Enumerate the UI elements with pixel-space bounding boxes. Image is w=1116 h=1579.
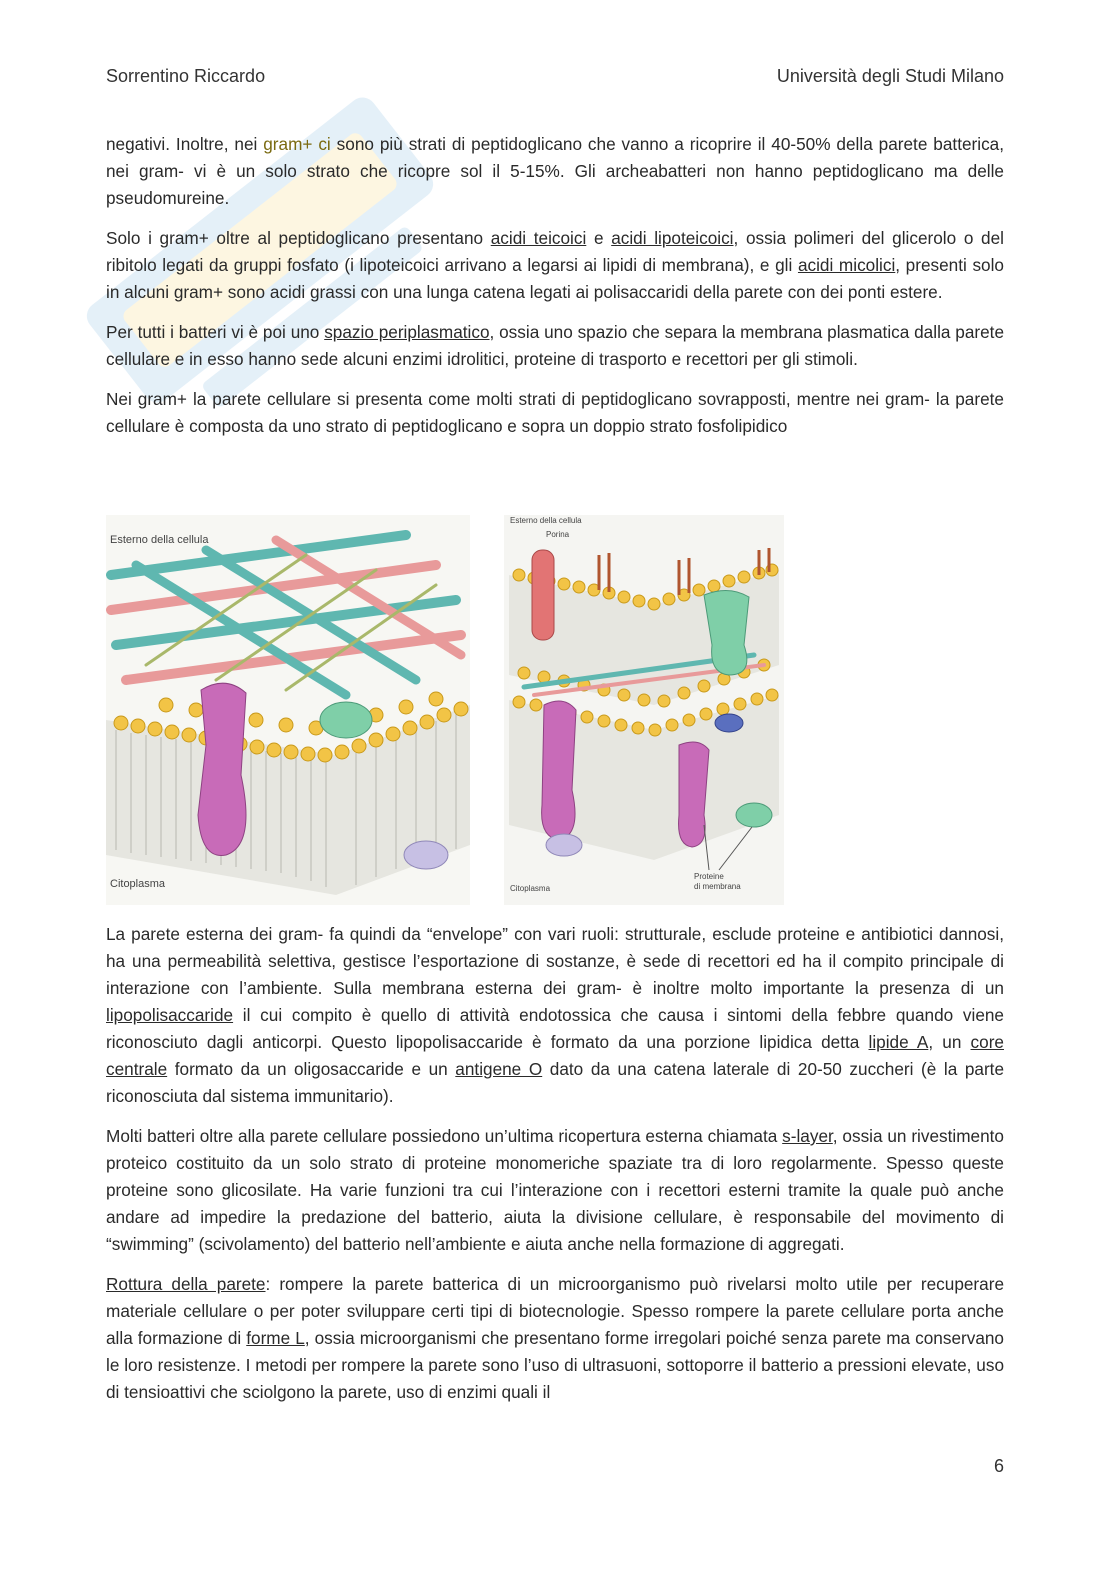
- term-spazio-periplasmatico: spazio periplasmatico: [324, 322, 490, 342]
- text-block-bottom: [106, 921, 1004, 1419]
- highlighted-text: gram+ ci: [263, 134, 331, 154]
- term-forme-l: forme L: [246, 1328, 305, 1348]
- term-lipide-a: lipide A: [868, 1032, 929, 1052]
- figure-gram-negative: [504, 515, 784, 905]
- figure-gram-positive: [106, 515, 470, 905]
- text-run: Molti batteri oltre alla parete cellulare possiedono un’ultima ricopertura esterna chiamata: [106, 1126, 783, 1146]
- term-acidi-lipoteicoici: acidi lipoteicoici: [611, 228, 734, 248]
- paragraph-2: [106, 225, 1004, 306]
- header-author: Sorrentino Riccardo: [106, 66, 266, 86]
- text-block-top: [106, 131, 1004, 453]
- transmembrane-protein: [198, 683, 246, 855]
- term-lipopolisaccaride: lipopolisaccaride: [106, 1005, 234, 1025]
- text-run: , ossia un rivestimento proteico costituito da un solo strato di proteine monomeriche spaziate tra di loro regolarmente. Spesso queste proteine sono glicosilate. Ha varie funzioni tra cui l’interazione con i recettori esterni tramite la quale può anche andare ad impedire la predazione del batterio, aiuta la divisione cellulare, è responsabile del movimento di “swimming” (scivolamento) del batterio nell’ambiente e aiuta anche nella formazione di aggregati.: [106, 1126, 1004, 1254]
- paragraph-1: [106, 131, 1004, 212]
- paragraph-4: [106, 386, 1004, 440]
- term-acidi-teicoici: acidi teicoici: [490, 228, 587, 248]
- label-membrane-proteins-line2: di membrana: [694, 882, 741, 891]
- periplasmic-protein: [715, 714, 743, 732]
- text-run: , un: [928, 1032, 971, 1052]
- paragraph-7: [106, 1271, 1004, 1406]
- text-run: formato da un oligosaccaride e un: [167, 1059, 456, 1079]
- text-run: sono più strati di peptidoglicano che vanno a ricoprire il 40-50% della parete batterica, nei gram- vi è un solo strato che ricopre sol il 5-15%. Gli archeabatteri non hanno peptidoglicano ma delle pseudomureine.: [106, 134, 1004, 208]
- text-run: il cui compito è quello di attività endotossica che causa i sintomi della febbre quando viene riconosciuto dagli anticorpi. Questo lipopolisaccaride è formato da una porzione lipidica detta: [106, 1005, 1004, 1052]
- label-cytoplasm: Citoplasma: [510, 884, 551, 893]
- text-run: Per tutti i batteri vi è poi uno: [106, 322, 325, 342]
- label-outside-cell: Esterno della cellula: [510, 516, 582, 525]
- term-core-centrale: core centrale: [106, 1032, 1004, 1079]
- text-run: , ossia uno spazio che separa la membrana plasmatica dalla parete cellulare e in esso hanno sede alcuni enzimi idrolitici, proteine di trasporto e recettori per gli stimoli.: [106, 322, 1004, 369]
- page-header: [106, 66, 1004, 92]
- text-run: : rompere la parete batterica di un microorganismo può rivelarsi molto utile per recuperare materiale cellulare o per poter sviluppare certi tipi di biotecnologie. Spesso rompere la parete cellulare porta anche alla formazione di: [106, 1274, 1004, 1348]
- text-run: , ossia polimeri del glicerolo o del ribitolo legati da gruppi fosfato (i lipoteicoici arrivano a legarsi ai lipidi di membrana), e gli: [106, 228, 1004, 275]
- text-run: negativi. Inoltre, nei: [106, 134, 264, 154]
- term-s-layer: s-layer: [782, 1126, 833, 1146]
- text-run: Nei gram+ la parete cellulare si presenta come molti strati di peptidoglicano sovrapposti, mentre nei gram- la parete cellulare è composta da uno strato di peptidoglicano e sopra un doppio strato fosfolipidico: [106, 389, 1004, 436]
- gram-positive-wall-illustration: [106, 515, 470, 905]
- membrane-protein-green: [736, 803, 772, 827]
- term-acidi-micolici: acidi micolici: [797, 255, 896, 275]
- term-rottura-della-parete: Rottura della parete: [106, 1274, 266, 1294]
- text-run: Solo i gram+ oltre al peptidoglicano presentano: [106, 228, 491, 248]
- label-membrane-proteins-line1: Proteine: [694, 872, 724, 881]
- membrane-protein-lilac: [404, 841, 448, 869]
- figure-row: [106, 515, 1004, 905]
- text-run: e: [586, 228, 612, 248]
- inner-transmembrane-protein: [542, 701, 576, 840]
- membrane-protein-lilac: [546, 834, 582, 856]
- label-outside-cell: Esterno della cellula: [110, 534, 209, 546]
- gram-negative-wall-illustration: [504, 515, 784, 905]
- paragraph-3: [106, 319, 1004, 373]
- term-antigene-o: antigene O: [455, 1059, 543, 1079]
- page-number: 6: [993, 1456, 1004, 1476]
- label-porin: Porina: [546, 530, 570, 539]
- text-run: , ossia microorganismi che presentano forme irregolari poiché senza parete ma conservano le loro resistenze. I metodi per rompere la parete sono l’uso di ultrasuoni, sottoporre il batterio a pressioni elevate, uso di tensioattivi che sciolgono la parete, uso di enzimi quali il: [106, 1328, 1004, 1402]
- membrane-protein-green: [320, 702, 372, 738]
- porin-protein: [532, 550, 554, 640]
- paragraph-6: [106, 1123, 1004, 1258]
- paragraph-5: [106, 921, 1004, 1110]
- text-run: dato da una catena laterale di 20-50 zuccheri (è la parte riconosciuta dal sistema immunitario).: [106, 1059, 1005, 1106]
- label-cytoplasm: Citoplasma: [110, 878, 166, 890]
- text-run: , presenti solo in alcuni gram+ sono acidi grassi con una lunga catena legati ai polisaccaridi della parete con dei ponti estere.: [106, 255, 1004, 302]
- text-run: La parete esterna dei gram- fa quindi da “envelope” con vari ruoli: strutturale, esclude proteine e antibiotici dannosi, ha una permeabilità selettiva, gestisce l’esportazione di sostanze, è sede di recettori ed ha il compito principale di interazione con l’ambiente. Sulla membrana esterna dei gram- è inoltre molto importante la presenza di un: [106, 924, 1004, 998]
- header-institution: Università degli Studi Milano: [776, 66, 1004, 86]
